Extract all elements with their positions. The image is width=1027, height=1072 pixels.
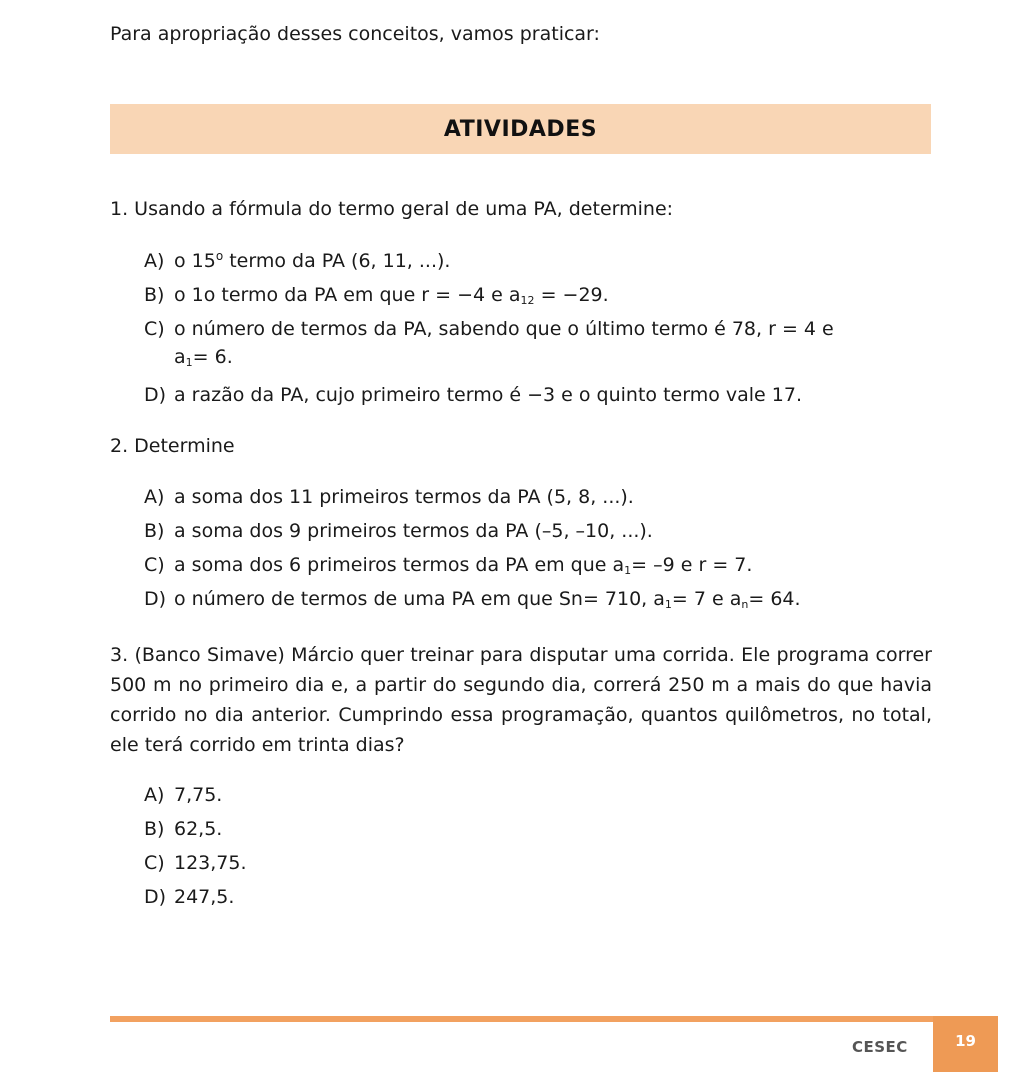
option-text: o 1o termo da PA em que r = −4 e a: [174, 284, 521, 306]
question-2-stem: 2. Determine: [110, 435, 235, 457]
q1-option-c-continued: [174, 346, 233, 368]
option-letter: A): [144, 250, 165, 272]
subscript: 1: [664, 598, 672, 611]
option-text-mid: = 7 e a: [671, 588, 742, 610]
page-number: 19: [955, 1032, 976, 1050]
intro-text: Para apropriação desses conceitos, vamos praticar:: [110, 23, 600, 45]
option-text: o número de termos de uma PA em que Sn= 710, a: [174, 588, 665, 610]
q3-option-c: [144, 852, 247, 874]
question-3-stem: 3. (Banco Simave) Márcio quer treinar para disputar uma corrida. Ele programa correr 500 m no primeiro dia e, a partir do segundo dia, correrá 250 m a mais do que havia corrido no dia anterior. Cumprindo essa programação, quantos quilômetros, no total, ele terá corrido em trinta dias?: [110, 644, 932, 756]
subscript: 1: [185, 356, 193, 369]
q1-option-c: [144, 318, 834, 340]
q3-option-a: [144, 784, 222, 806]
subscript: 1: [624, 564, 632, 577]
option-text: 62,5.: [174, 818, 223, 840]
q2-option-a: [144, 486, 634, 508]
option-text: a soma dos 9 primeiros termos da PA (–5, –10, ...).: [174, 520, 653, 542]
option-letter: D): [144, 886, 167, 908]
subscript: 12: [520, 294, 535, 307]
option-text-end: = −29.: [534, 284, 609, 306]
q2-option-b: [144, 520, 653, 542]
option-text: a soma dos 6 primeiros termos da PA em que a: [174, 554, 625, 576]
option-letter: C): [144, 318, 165, 340]
q1-option-a: [144, 250, 450, 272]
q3-option-b: [144, 818, 222, 840]
q1-option-b: [144, 284, 609, 306]
option-letter: A): [144, 784, 165, 806]
option-letter: C): [144, 554, 165, 576]
activities-banner: [110, 104, 931, 154]
question-1-stem: 1. Usando a fórmula do termo geral de uma PA, determine:: [110, 198, 674, 220]
q2-option-d: [144, 588, 801, 610]
footer-rule: [110, 1016, 998, 1022]
option-letter: B): [144, 818, 165, 840]
subscript: n: [741, 598, 749, 611]
option-text: a razão da PA, cujo primeiro termo é −3 e o quinto termo vale 17.: [174, 384, 802, 406]
option-letter: D): [144, 588, 167, 610]
option-text: 247,5.: [174, 886, 235, 908]
q2-option-c: [144, 554, 752, 576]
option-text: 123,75.: [174, 852, 247, 874]
page-number-box: [933, 1016, 998, 1072]
ordinal-mark: o: [215, 249, 224, 263]
option-text: o número de termos da PA, sabendo que o último termo é 78, r = 4 e: [174, 318, 834, 340]
option-text: o 15: [174, 250, 216, 272]
footer-label: CESEC: [852, 1038, 908, 1056]
banner-title: ATIVIDADES: [443, 117, 598, 142]
q3-option-d: [144, 886, 234, 908]
q1-option-d: [144, 384, 802, 406]
option-letter: B): [144, 520, 165, 542]
option-letter: C): [144, 852, 165, 874]
option-letter: D): [144, 384, 167, 406]
option-text-end: = 64.: [748, 588, 801, 610]
option-letter: A): [144, 486, 165, 508]
option-text-end: = 6.: [192, 346, 233, 368]
option-text: a soma dos 11 primeiros termos da PA (5, 8, ...).: [174, 486, 634, 508]
option-letter: B): [144, 284, 165, 306]
option-text-end: termo da PA (6, 11, ...).: [223, 250, 451, 272]
option-text-end: = –9 e r = 7.: [631, 554, 753, 576]
option-text: 7,75.: [174, 784, 223, 806]
option-text: a: [174, 346, 186, 368]
